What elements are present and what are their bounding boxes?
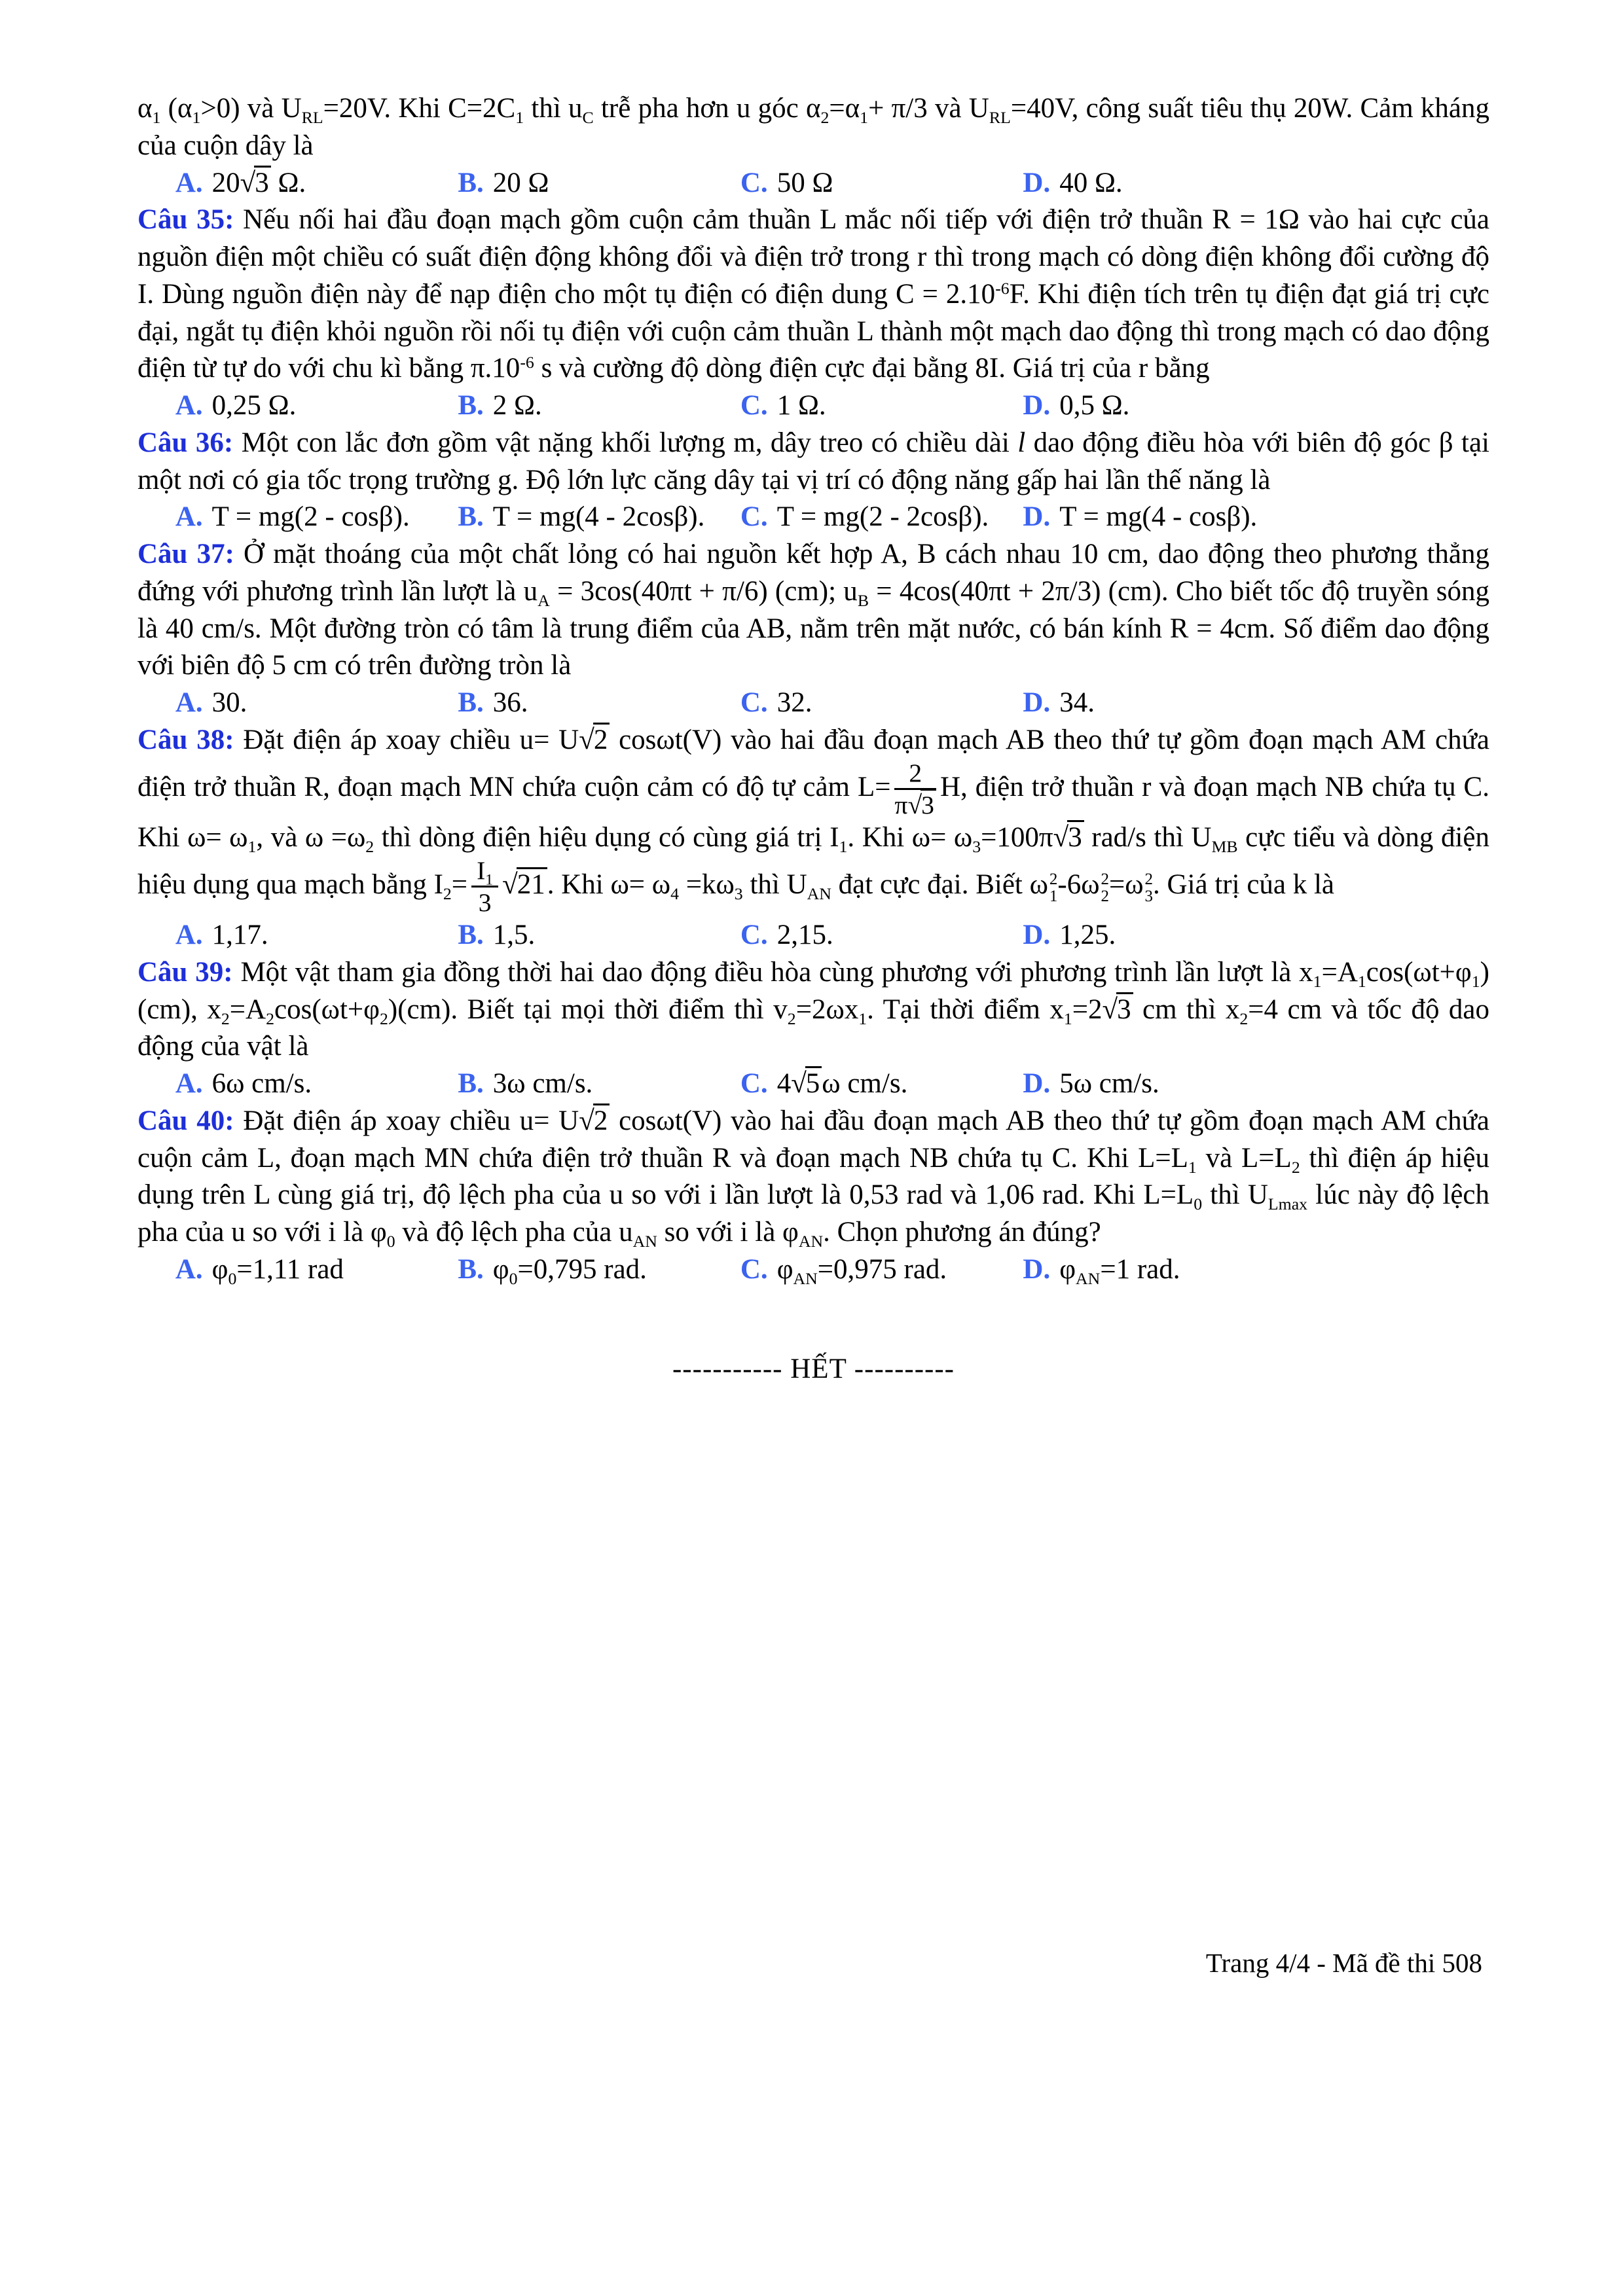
option-b [458,1066,740,1103]
option-value: 5ω cm/s. [1059,1068,1159,1100]
option-letter: D. [1023,390,1051,421]
option-letter: B. [458,687,484,718]
questions-container [137,90,1489,1388]
options-row [137,1251,1489,1289]
option-letter: C. [740,1253,768,1285]
option-letter: B. [458,1068,484,1100]
options-row [137,1066,1489,1103]
option-letter: D. [1023,167,1051,198]
option-letter: D. [1023,687,1051,718]
option-value: $\varphi_0=1,11$ rad [211,1253,344,1288]
option-a [175,165,458,202]
option-c [740,1251,1023,1289]
option-letter: A. [175,167,203,198]
option-letter: C. [740,390,768,421]
question-body: Một vật tham gia đồng thời hai dao động điều hòa cùng phương với phương trình lần lượt là $x_1=A_1\cos(\omega t+\varphi_1)(cm)$, $x_2=A_2\cos(\omega t+\varphi_2)(cm)$. Biết tại mọi thời điểm thì $v_2=2\omega x_1$. Tại thời điểm $x_1=2√3$ cm thì $x_2=4$ cm và tốc độ dao động của vật là [137,956,1489,1062]
option-letter: D. [1023,920,1051,951]
option-value: 3ω cm/s. [492,1068,593,1100]
option-value: 1,17. [211,920,268,951]
option-letter: D. [1023,1253,1051,1285]
option-value: 36. [492,687,528,718]
option-value: 32. [776,687,812,718]
sqrt-expression: √5 [791,1066,822,1099]
option-value: 1,25. [1059,920,1116,951]
sqrt-expression: √3 [907,789,936,819]
option-letter: D. [1023,1068,1051,1100]
option-letter: C. [740,920,768,951]
option-letter: D. [1023,501,1051,533]
option-value: 34. [1059,687,1095,718]
option-d [1023,1066,1489,1103]
option-value: $\varphi_{AN}=1$ rad. [1059,1253,1180,1288]
option-letter: C. [740,167,768,198]
option-c [740,387,1023,425]
option-d [1023,685,1489,722]
sqrt-expression: √2 [579,723,610,755]
option-a [175,499,458,536]
question-label: Câu 38: [137,724,234,755]
option-b [458,387,740,425]
option-value: 50 Ω [776,167,833,198]
end-marker: ----------- HẾT ---------- [672,1353,955,1384]
option-d [1023,499,1489,536]
question-label: Câu 40: [137,1105,234,1136]
question-body: $\alpha_1$ $(\alpha_1>0)$ và $U_{RL}=20V$. Khi $C=2C_1$ thì $u_C$ trễ pha hơn u góc $\alpha_2=\alpha_1+ \pi/3$ và $U_{RL}=40V$, công suất tiêu thụ 20W. Cảm kháng của cuộn dây là [137,93,1489,161]
option-value: $\varphi_0=0,795$ rad. [492,1253,647,1288]
question-body: Nếu nối hai đầu đoạn mạch gồm cuộn cảm thuần L mắc nối tiếp với điện trở thuần R = 1Ω vào hai cực của nguồn điện một chiều có suất điện động không đổi và điện trở trong r thì trong mạch có dòng điện không đổi cường độ I. Dùng nguồn điện này để nạp điện cho một tụ điện có điện dung $C = 2.10^{-6}F$. Khi điện tích trên tụ điện đạt giá trị cực đại, ngắt tụ điện khỏi nguồn rồi nối tụ điện với cuộn cảm thuần L thành một mạch dao động thì trong mạch có dao động điện từ tự do với chu kì bằng $\pi.10^{-6}$ s và cường độ dòng điện cực đại bằng 8I. Giá trị của r bằng [137,204,1490,384]
question-body: Đặt điện áp xoay chiều u= U√2 cosωt(V) vào hai đầu đoạn mạch AB theo thứ tự gồm đoạn mạch AM chứa điện trở thuần R, đoạn mạch MN chứa cuộn cảm có độ tự cảm L= $\frac{2}{\pi√3}$ H, điện trở thuần r và đoạn mạch NB chứa tụ C. Khi $\omega= \omega_1$, và $\omega =\omega_2$ thì dòng điện hiệu dụng có cùng giá trị $I_1$. Khi $\omega= \omega_3=100\pi√3$ rad/s thì $U_{MB}$ cực tiểu và dòng điện hiệu dụng qua mạch bằng $I_2=$ $\frac{I_1}{3}$ √21. Khi $\omega= \omega_4 =k\omega_3$ thì $U_{AN}$ đạt cực đại. Biết ω 2 1 -6ω 2 2 =ω 2 3 . Giá trị của k là [137,725,1489,900]
option-c [740,499,1023,536]
options-row [137,917,1489,954]
option-value: 2,15. [776,920,833,951]
option-value: 20 Ω [492,167,549,198]
option-a [175,917,458,954]
option-letter: A. [175,687,203,718]
option-d [1023,165,1489,202]
options-row [137,685,1489,722]
option-letter: A. [175,1253,203,1285]
option-b [458,1251,740,1289]
question [137,90,1489,165]
option-value: T = mg(2 - cosβ). [211,501,410,533]
option-value: 4√5ω cm/s. [777,1066,908,1099]
question [137,722,1489,917]
sub-sup-pair: 2 1 [1049,870,1058,906]
question [137,954,1489,1066]
option-d [1023,917,1489,954]
option-value: 0,25 Ω. [211,390,297,421]
page-footer: Trang 4/4 - Mã đề thi 508 [1205,1948,1482,1978]
question [137,202,1489,387]
sub-sup-pair: 2 2 [1101,870,1109,906]
options-row [137,499,1489,536]
option-letter: C. [740,687,768,718]
fraction: $\frac{2}{\pi√3}$ [894,759,936,819]
option-c [740,917,1023,954]
option-letter: B. [458,167,484,198]
option-b [458,917,740,954]
option-c [740,1066,1023,1103]
question-body: Một con lắc đơn gồm vật nặng khối lượng m, dây treo có chiều dài l dao động điều hòa với biên độ góc β tại một nơi có gia tốc trọng trường g. Độ lớn lực căng dây tại vị trí có động năng gấp hai lần thế năng là [137,427,1489,495]
question [137,1103,1489,1251]
option-letter: B. [458,1253,484,1285]
option-letter: B. [458,920,484,951]
option-b [458,499,740,536]
option-letter: B. [458,390,484,421]
questions-list [137,90,1489,1289]
question-label: Câu 35: [137,204,234,236]
sqrt-expression: √3 [240,166,271,198]
option-value: 0,5 Ω. [1059,390,1130,421]
question-body: Đặt điện áp xoay chiều u= U√2 cosωt(V) vào hai đầu đoạn mạch AB theo thứ tự gồm đoạn mạch AM chứa cuộn cảm L, đoạn mạch MN chứa điện trở thuần R và đoạn mạch NB chứa tụ C. Khi $L=L_1$ và $L=L_2$ thì điện áp hiệu dụng trên L cùng giá trị, độ lệch pha của u so với i lần lượt là 0,53 rad và 1,06 rad. Khi $L=L_0$ thì $U_{Lmax}$ lúc này độ lệch pha của u so với i là $\varphi_0$ và độ lệch pha của $u_{AN}$ so với i là $\varphi_{AN}$. Chọn phương án đúng? [137,1105,1489,1247]
option-letter: B. [458,501,484,533]
question-label: Câu 36: [137,427,234,458]
option-value: 30. [211,687,247,718]
option-d [1023,387,1489,425]
option-c [740,685,1023,722]
option-value: 1,5. [492,920,536,951]
option-a [175,387,458,425]
option-b [458,165,740,202]
option-value: 2 Ω. [492,390,542,421]
question-label: Câu 39: [137,956,233,988]
option-a [175,1066,458,1103]
sqrt-expression: √3 [1103,992,1133,1025]
option-letter: A. [175,390,203,421]
option-d [1023,1251,1489,1289]
option-a [175,1251,458,1289]
sqrt-expression: √3 [1053,820,1084,853]
question-label: Câu 37: [137,539,234,569]
option-value: $\varphi_{AN}=0,975$ rad. [776,1253,947,1288]
option-value: 1 Ω. [776,390,826,421]
option-letter: A. [175,501,203,533]
option-c [740,165,1023,202]
option-a [175,685,458,722]
sub-sup-pair: 2 3 [1144,870,1154,906]
option-letter: C. [740,501,768,533]
option-letter: A. [175,920,203,951]
sqrt-expression: √2 [579,1103,610,1136]
option-letter: C. [740,1068,768,1100]
question [137,536,1489,685]
option-value: 40 Ω. [1059,167,1123,198]
question [137,425,1489,499]
option-value: 6ω cm/s. [211,1068,312,1100]
question-body: Ở mặt thoáng của một chất lỏng có hai nguồn kết hợp A, B cách nhau 10 cm, dao động theo phương thẳng đứng với phương trình lần lượt là $u_A = 3\cos(40\pi t + \pi/6)$ (cm); $u_B = 4\cos(40\pi t + 2\pi/3)$ (cm). Cho biết tốc độ truyền sóng là 40 cm/s. Một đường tròn có tâm là trung điểm của AB, nằm trên mặt nước, có bán kính R = 4cm. Số điểm dao động với biên độ 5 cm có trên đường tròn là [137,539,1490,681]
options-row [137,165,1489,202]
option-value: T = mg(4 - cosβ). [1059,501,1258,533]
option-b [458,685,740,722]
option-letter: A. [175,1068,203,1100]
sqrt-expression: √21 [502,867,547,900]
option-value: T = mg(2 - 2cosβ). [776,501,989,533]
option-value: T = mg(4 - 2cosβ). [492,501,705,533]
fraction: $\frac{I_1}{3}$ [471,857,498,917]
options-row [137,387,1489,425]
option-value: 20√3 Ω. [212,166,306,198]
